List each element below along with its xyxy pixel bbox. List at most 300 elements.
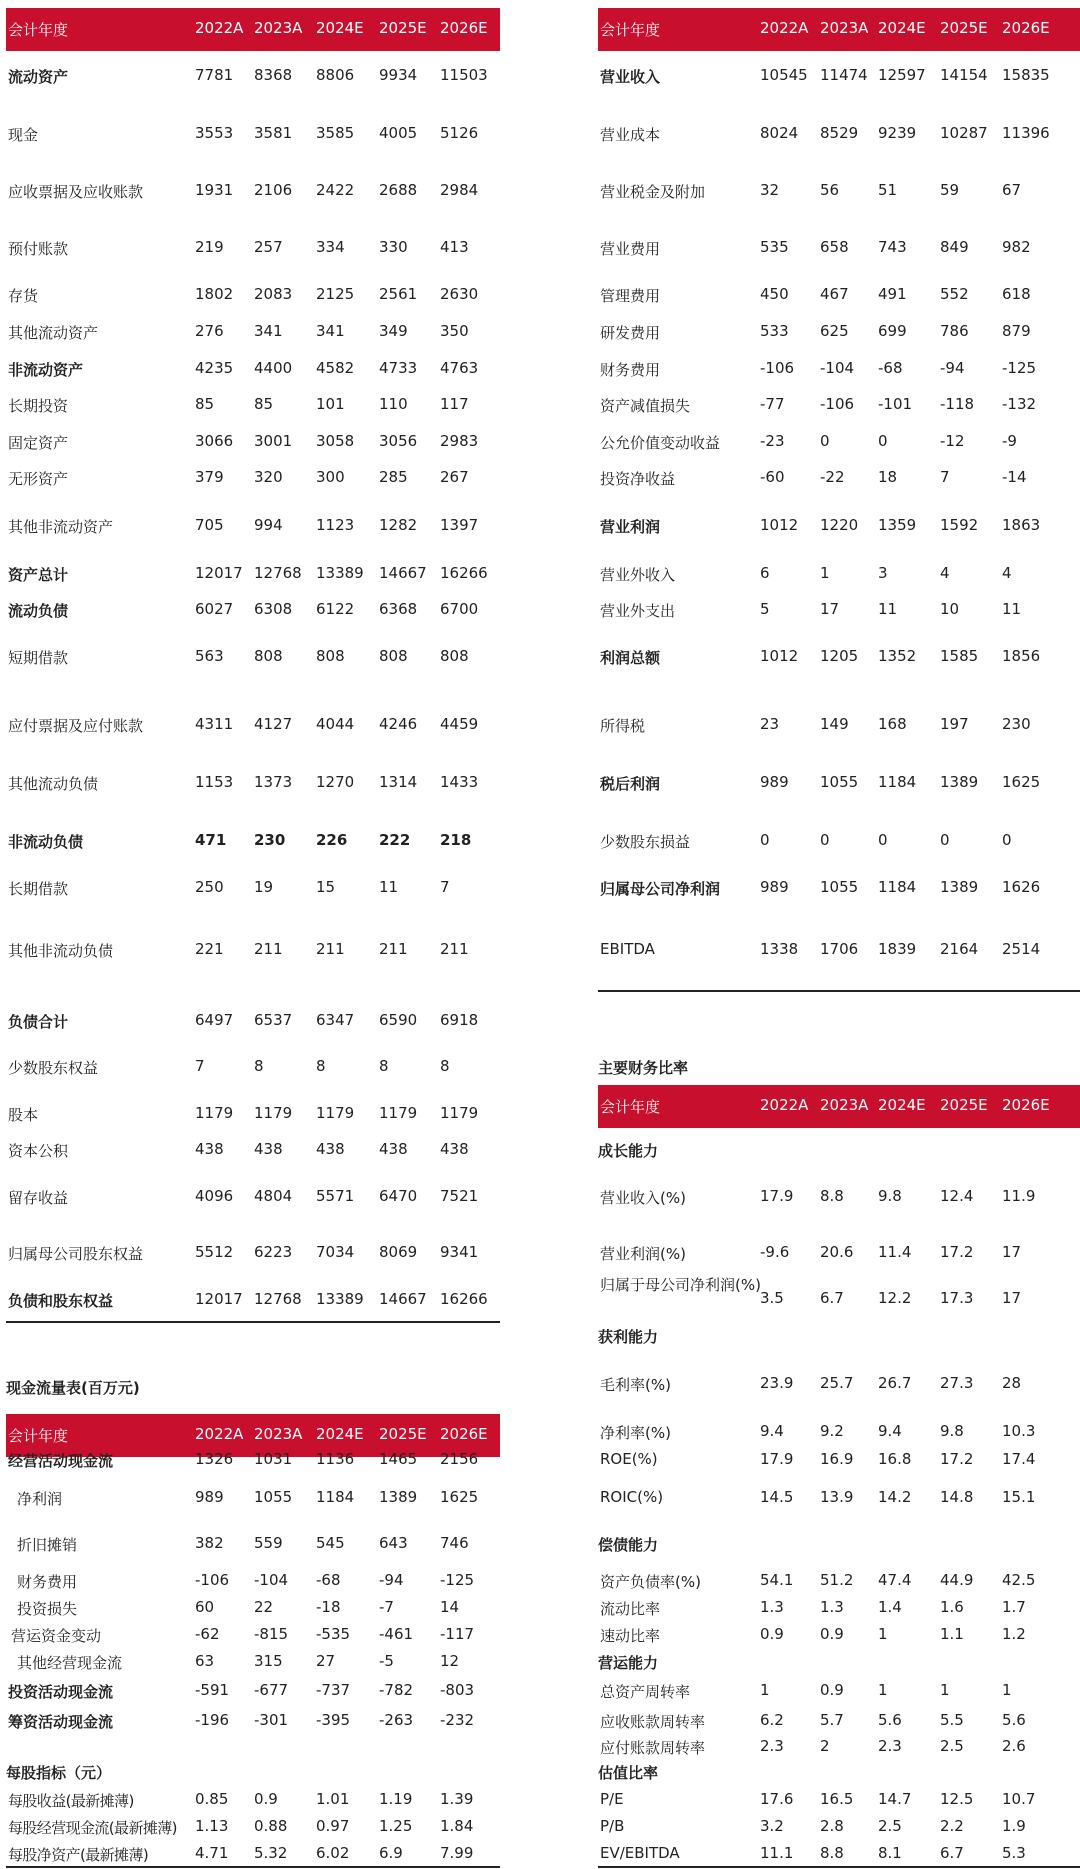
row-value: 545	[316, 1534, 345, 1552]
row-value: 85	[254, 395, 274, 413]
row-value: 12	[440, 1652, 460, 1670]
row-label: 负债和股东权益	[8, 1292, 114, 1310]
header-label: 会计年度	[600, 1098, 661, 1116]
row-label: 速动比率	[600, 1627, 661, 1645]
row-value: 315	[254, 1652, 283, 1670]
row-value: 382	[195, 1534, 224, 1552]
row-label: 利润总额	[600, 649, 661, 667]
row-value: 0.9	[254, 1790, 278, 1808]
row-label: 应付账款周转率	[600, 1739, 706, 1757]
row-value: 450	[760, 285, 789, 303]
balance-sheet-row	[6, 391, 500, 417]
row-label: 现金	[8, 126, 39, 144]
row-value: 13389	[316, 564, 364, 582]
balance-sheet-header	[6, 8, 500, 51]
row-value: 219	[195, 238, 224, 256]
row-value: 1136	[316, 1450, 355, 1468]
row-value: 1585	[940, 647, 979, 665]
row-value: 0.9	[760, 1625, 784, 1643]
row-value: 17.6	[760, 1790, 794, 1808]
row-value: 563	[195, 647, 224, 665]
row-value: 1389	[379, 1488, 418, 1506]
row-value: 4459	[440, 715, 479, 733]
row-value: 2.2	[940, 1817, 964, 1835]
row-value: 27	[316, 1652, 336, 1670]
row-value: 168	[878, 715, 907, 733]
row-value: 786	[940, 322, 969, 340]
header-year: 2026E	[1002, 19, 1050, 37]
row-value: 6308	[254, 600, 293, 618]
row-value: 1856	[1002, 647, 1041, 665]
per-share-rule	[6, 1866, 500, 1868]
ratios-rule	[598, 1866, 1080, 1868]
row-label: 其他流动负债	[8, 775, 99, 793]
solvency-title: 偿债能力	[598, 1536, 659, 1554]
row-value: 3553	[195, 124, 234, 142]
ratio-row	[598, 1786, 1080, 1812]
header-year: 2025E	[940, 1096, 988, 1114]
row-value: 1055	[254, 1488, 293, 1506]
income-statement-header	[598, 8, 1080, 51]
row-label: 其他流动资产	[8, 324, 99, 342]
row-value: 211	[316, 940, 345, 958]
row-value: 211	[254, 940, 283, 958]
row-value: -68	[316, 1571, 341, 1589]
row-value: 44.9	[940, 1571, 974, 1589]
header-year: 2024E	[316, 1425, 364, 1443]
row-value: 2125	[316, 285, 355, 303]
operation-title: 营运能力	[598, 1654, 659, 1672]
row-value: 218	[440, 831, 472, 849]
row-value: -106	[820, 395, 855, 413]
row-label: 营运资金变动	[11, 1627, 102, 1645]
row-label: EBITDA	[600, 940, 655, 958]
row-value: 379	[195, 468, 224, 486]
row-label: 营业外支出	[600, 602, 676, 620]
row-value: -94	[379, 1571, 404, 1589]
income-statement-row	[598, 874, 1080, 900]
ratios-header	[598, 1085, 1080, 1128]
row-value: 994	[254, 516, 283, 534]
row-label: 非流动资产	[8, 361, 84, 379]
row-value: 27.3	[940, 1374, 974, 1392]
row-value: 8	[379, 1057, 389, 1075]
row-value: -117	[440, 1625, 475, 1643]
income-statement-row	[598, 560, 1080, 586]
row-value: 0	[820, 831, 830, 849]
row-label: 折旧摊销	[17, 1536, 78, 1554]
cash-flow-row	[6, 1567, 500, 1593]
row-value: -815	[254, 1625, 289, 1643]
row-value: 51.2	[820, 1571, 854, 1589]
row-value: 17.3	[940, 1289, 974, 1307]
row-value: -77	[760, 395, 785, 413]
ratio-row	[598, 1567, 1080, 1593]
row-value: 9.8	[940, 1422, 964, 1440]
row-value: 9.8	[878, 1187, 902, 1205]
balance-sheet-row	[6, 464, 500, 490]
row-value: 8.1	[878, 1844, 902, 1862]
row-value: 808	[254, 647, 283, 665]
row-value: 4235	[195, 359, 234, 377]
row-value: 0.97	[316, 1817, 350, 1835]
row-label: 财务费用	[600, 361, 661, 379]
row-label: 流动比率	[600, 1600, 661, 1618]
row-value: 6700	[440, 600, 479, 618]
balance-sheet-row	[6, 1136, 500, 1162]
cash-flow-row	[6, 1446, 500, 1472]
cash-flow-row	[6, 1594, 500, 1620]
row-label: 少数股东权益	[8, 1059, 99, 1077]
row-value: 16.8	[878, 1450, 912, 1468]
row-value: 4	[940, 564, 950, 582]
balance-sheet-row	[6, 1239, 500, 1265]
row-value: 17.4	[1002, 1450, 1036, 1468]
row-value: 989	[760, 773, 789, 791]
row-value: 989	[760, 878, 789, 896]
row-value: 4400	[254, 359, 293, 377]
row-value: 1282	[379, 516, 418, 534]
row-value: -5	[379, 1652, 394, 1670]
row-value: 438	[440, 1140, 469, 1158]
row-value: 879	[1002, 322, 1031, 340]
row-value: 1839	[878, 940, 917, 958]
row-value: 11503	[440, 66, 488, 84]
row-value: 5.3	[1002, 1844, 1026, 1862]
row-value: 18	[878, 468, 898, 486]
row-value: 705	[195, 516, 224, 534]
income-statement-row	[598, 512, 1080, 538]
row-value: 1123	[316, 516, 355, 534]
row-value: 10.7	[1002, 1790, 1036, 1808]
header-year: 2024E	[878, 1096, 926, 1114]
income-statement-row	[598, 391, 1080, 417]
row-value: 1270	[316, 773, 355, 791]
row-value: 618	[1002, 285, 1031, 303]
row-value: 7	[940, 468, 950, 486]
row-value: 2983	[440, 432, 479, 450]
row-value: 6918	[440, 1011, 479, 1029]
row-value: 1625	[440, 1488, 479, 1506]
row-label: ROIC(%)	[600, 1488, 664, 1506]
balance-sheet-row	[6, 281, 500, 307]
balance-sheet-row	[6, 1053, 500, 1079]
ratio-row	[598, 1813, 1080, 1839]
row-value: 2561	[379, 285, 418, 303]
row-value: 2.5	[878, 1817, 902, 1835]
row-label: 其他非流动资产	[8, 518, 114, 536]
income-statement-row	[598, 827, 1080, 853]
row-value: 2688	[379, 181, 418, 199]
row-value: 330	[379, 238, 408, 256]
row-value: 2.6	[1002, 1737, 1026, 1755]
ratio-row	[598, 1274, 1080, 1322]
row-value: 8024	[760, 124, 799, 142]
row-value: -263	[379, 1711, 414, 1729]
row-value: 23.9	[760, 1374, 794, 1392]
row-value: 0	[878, 432, 888, 450]
row-value: 9341	[440, 1243, 479, 1261]
row-value: 535	[760, 238, 789, 256]
row-label: 总资产周转率	[600, 1683, 691, 1701]
row-value: -125	[440, 1571, 475, 1589]
row-label: 长期借款	[8, 880, 69, 898]
row-value: 7781	[195, 66, 234, 84]
row-value: 808	[316, 647, 345, 665]
row-value: 17.9	[760, 1187, 794, 1205]
row-value: 3581	[254, 124, 293, 142]
row-value: 1389	[940, 773, 979, 791]
row-value: 17	[1002, 1289, 1022, 1307]
row-value: 471	[195, 831, 227, 849]
row-value: 11396	[1002, 124, 1050, 142]
row-value: -591	[195, 1681, 230, 1699]
income-statement-row	[598, 120, 1080, 146]
header-year: 2023A	[254, 19, 303, 37]
balance-sheet-row	[6, 827, 500, 853]
header-year: 2022A	[760, 19, 809, 37]
row-value: 1179	[316, 1104, 355, 1122]
row-label: 其他经营现金流	[17, 1654, 123, 1672]
balance-sheet-row	[6, 643, 500, 669]
row-value: 5.5	[940, 1711, 964, 1729]
row-label: P/B	[600, 1817, 625, 1835]
row-value: 1055	[820, 773, 859, 791]
ratio-row	[598, 1594, 1080, 1620]
row-value: 2.3	[760, 1737, 784, 1755]
header-year: 2025E	[379, 19, 427, 37]
row-value: 438	[195, 1140, 224, 1158]
row-value: 2.8	[820, 1817, 844, 1835]
row-value: 11.4	[878, 1243, 912, 1261]
income-statement-row	[598, 936, 1080, 962]
valuation-title: 估值比率	[598, 1764, 659, 1782]
row-value: 1706	[820, 940, 859, 958]
row-value: 2514	[1002, 940, 1041, 958]
row-value: 14667	[379, 564, 427, 582]
header-year: 2024E	[878, 19, 926, 37]
row-value: 1012	[760, 516, 799, 534]
row-value: 2630	[440, 285, 479, 303]
row-value: 334	[316, 238, 345, 256]
income-statement-row	[598, 234, 1080, 260]
row-value: 1220	[820, 516, 859, 534]
row-value: -232	[440, 1711, 475, 1729]
balance-sheet-rule	[6, 1321, 500, 1323]
row-value: -196	[195, 1711, 230, 1729]
row-value: 808	[379, 647, 408, 665]
row-label: 每股净资产(最新摊薄)	[8, 1846, 149, 1864]
row-label: 资本公积	[8, 1142, 69, 1160]
row-value: 1465	[379, 1450, 418, 1468]
row-value: 1373	[254, 773, 293, 791]
row-value: 1.19	[379, 1790, 413, 1808]
row-value: 658	[820, 238, 849, 256]
row-value: 12.2	[878, 1289, 912, 1307]
row-value: -395	[316, 1711, 351, 1729]
balance-sheet-row	[6, 512, 500, 538]
row-value: 0.88	[254, 1817, 288, 1835]
row-value: 699	[878, 322, 907, 340]
income-statement-row	[598, 711, 1080, 737]
row-label: 财务费用	[17, 1573, 78, 1591]
row-value: 60	[195, 1598, 215, 1616]
row-value: 211	[440, 940, 469, 958]
cash-flow-row	[6, 1530, 500, 1556]
row-value: 982	[1002, 238, 1031, 256]
row-value: 6	[760, 564, 770, 582]
row-value: 11	[379, 878, 399, 896]
row-value: 3.2	[760, 1817, 784, 1835]
row-value: 849	[940, 238, 969, 256]
row-value: 14.2	[878, 1488, 912, 1506]
row-value: 1184	[878, 878, 917, 896]
row-value: 9.4	[760, 1422, 784, 1440]
income-statement-row	[598, 464, 1080, 490]
row-value: 4127	[254, 715, 293, 733]
row-value: 11	[878, 600, 898, 618]
row-value: -18	[316, 1598, 341, 1616]
row-value: 1184	[316, 1488, 355, 1506]
row-value: 19	[254, 878, 274, 896]
row-value: 6.7	[820, 1289, 844, 1307]
row-label: 经营活动现金流	[8, 1452, 114, 1470]
row-value: 1.9	[1002, 1817, 1026, 1835]
balance-sheet-row	[6, 769, 500, 795]
row-value: -782	[379, 1681, 414, 1699]
ratio-row	[598, 1707, 1080, 1733]
balance-sheet-row	[6, 234, 500, 260]
row-value: 28	[1002, 1374, 1022, 1392]
row-label: 营业收入	[600, 68, 661, 86]
balance-sheet-row	[6, 936, 500, 962]
balance-sheet-row	[6, 1100, 500, 1126]
row-value: 1012	[760, 647, 799, 665]
row-value: -104	[254, 1571, 289, 1589]
row-value: 25.7	[820, 1374, 854, 1392]
row-value: -9	[1002, 432, 1017, 450]
row-value: 51	[878, 181, 898, 199]
row-value: 56	[820, 181, 840, 199]
row-value: 1397	[440, 516, 479, 534]
row-value: 267	[440, 468, 469, 486]
row-value: 1179	[195, 1104, 234, 1122]
row-value: 5.7	[820, 1711, 844, 1729]
cash-flow-row	[6, 1707, 500, 1733]
row-value: 6470	[379, 1187, 418, 1205]
row-label: 投资活动现金流	[8, 1683, 114, 1701]
row-value: 8069	[379, 1243, 418, 1261]
row-label: 税后利润	[600, 775, 661, 793]
row-label: 应收票据及应收账款	[8, 183, 144, 201]
row-label: 营业收入(%)	[600, 1189, 686, 1207]
row-value: 1179	[379, 1104, 418, 1122]
row-value: 533	[760, 322, 789, 340]
row-value: 0.9	[820, 1625, 844, 1643]
row-value: 8806	[316, 66, 355, 84]
balance-sheet-row	[6, 560, 500, 586]
row-value: 4733	[379, 359, 418, 377]
ratio-row	[598, 1840, 1080, 1866]
row-value: 14667	[379, 1290, 427, 1308]
row-value: 9.4	[878, 1422, 902, 1440]
row-value: 14154	[940, 66, 988, 84]
row-label: 存货	[8, 287, 39, 305]
row-value: 413	[440, 238, 469, 256]
row-value: 14.7	[878, 1790, 912, 1808]
row-value: 4096	[195, 1187, 234, 1205]
row-value: 14.8	[940, 1488, 974, 1506]
row-value: 989	[195, 1488, 224, 1506]
row-value: 230	[1002, 715, 1031, 733]
row-value: 10287	[940, 124, 988, 142]
row-value: 743	[878, 238, 907, 256]
row-label: 长期投资	[8, 397, 69, 415]
growth-title: 成长能力	[598, 1142, 659, 1160]
row-value: 16266	[440, 564, 488, 582]
row-value: 1.13	[195, 1817, 229, 1835]
row-value: 1326	[195, 1450, 234, 1468]
ratio-row	[598, 1621, 1080, 1647]
row-value: -104	[820, 359, 855, 377]
row-value: 17	[1002, 1243, 1022, 1261]
row-value: -106	[760, 359, 795, 377]
row-value: 12597	[878, 66, 926, 84]
row-label: 筹资活动现金流	[8, 1713, 114, 1731]
row-value: 9.2	[820, 1422, 844, 1440]
row-label: 营业费用	[600, 240, 661, 258]
row-value: 1352	[878, 647, 917, 665]
row-value: 1153	[195, 773, 234, 791]
row-value: 101	[316, 395, 345, 413]
row-value: 2.5	[940, 1737, 964, 1755]
row-label: 非流动负债	[8, 833, 84, 851]
row-value: 22	[254, 1598, 274, 1616]
row-value: 8.8	[820, 1187, 844, 1205]
ratios-title: 主要财务比率	[598, 1059, 689, 1077]
row-value: 12017	[195, 564, 243, 582]
row-value: 5571	[316, 1187, 355, 1205]
row-value: 42.5	[1002, 1571, 1036, 1589]
row-label: 营业利润	[600, 518, 661, 536]
header-year: 2026E	[440, 1425, 488, 1443]
row-value: 3.5	[760, 1289, 784, 1307]
balance-sheet-row	[6, 711, 500, 737]
per-share-row	[6, 1840, 500, 1866]
row-value: 8.8	[820, 1844, 844, 1862]
row-value: 285	[379, 468, 408, 486]
row-value: -62	[195, 1625, 220, 1643]
row-label: 留存收益	[8, 1189, 69, 1207]
row-value: 467	[820, 285, 849, 303]
row-value: 11.1	[760, 1844, 794, 1862]
row-value: 6368	[379, 600, 418, 618]
row-value: 1.25	[379, 1817, 413, 1835]
header-year: 2026E	[440, 19, 488, 37]
row-value: -803	[440, 1681, 475, 1699]
row-label: 流动资产	[8, 68, 69, 86]
row-value: 6347	[316, 1011, 355, 1029]
row-value: 1.39	[440, 1790, 474, 1808]
header-label: 会计年度	[8, 21, 69, 39]
income-statement-row	[598, 281, 1080, 307]
row-value: 3066	[195, 432, 234, 450]
row-value: 17	[820, 600, 840, 618]
row-value: -94	[940, 359, 965, 377]
row-value: 4582	[316, 359, 355, 377]
per-share-row	[6, 1786, 500, 1812]
row-value: 0.9	[820, 1681, 844, 1699]
